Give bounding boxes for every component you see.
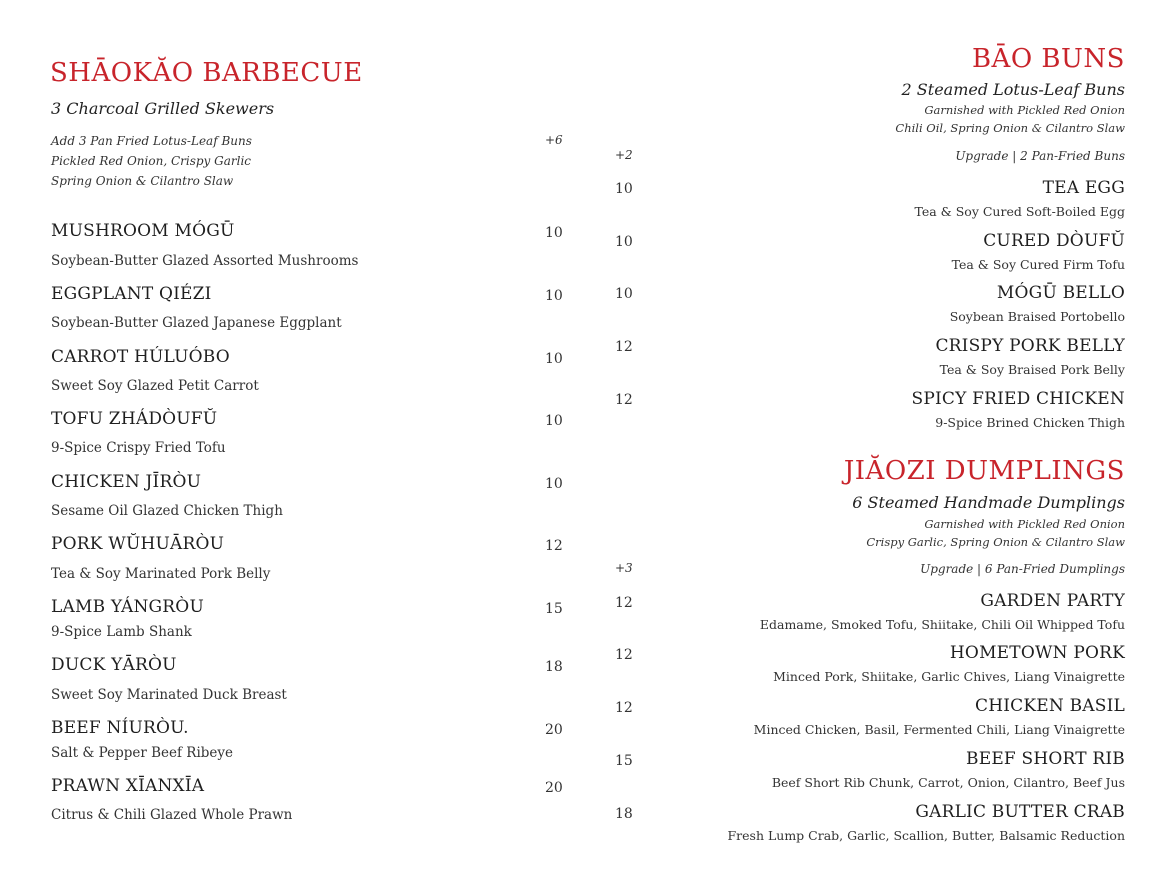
- dumplings-garnish: [866, 515, 1125, 551]
- item-desc: Edamame, Smoked Tofu, Shiitake, Chili Oil Whipped Tofu: [759, 617, 1125, 632]
- item-price: 12: [615, 339, 633, 355]
- item-price: 12: [615, 392, 633, 408]
- item-price: 20: [545, 780, 563, 796]
- item-name: SPICY FRIED CHICKEN: [911, 389, 1125, 409]
- item-price: 12: [615, 647, 633, 663]
- item-price: 15: [615, 753, 633, 769]
- item-name: MUSHROOM MÓGŪ: [51, 221, 235, 241]
- item-price: 10: [615, 181, 633, 197]
- item-name: CRISPY PORK BELLY: [935, 336, 1125, 356]
- addon-line: Spring Onion & Cilantro Slaw: [51, 174, 234, 188]
- item-desc: Fresh Lump Crab, Garlic, Scallion, Butter, Balsamic Reduction: [727, 828, 1125, 843]
- item-name: EGGPLANT QIÉZI: [51, 284, 212, 304]
- item-desc: Sesame Oil Glazed Chicken Thigh: [51, 503, 283, 519]
- item-desc: 9-Spice Brined Chicken Thigh: [935, 415, 1125, 430]
- item-desc: Sweet Soy Marinated Duck Breast: [51, 687, 287, 703]
- dumplings-subtitle: 6 Steamed Handmade Dumplings: [852, 493, 1125, 512]
- barbecue-addon: [51, 131, 252, 191]
- item-price: 10: [545, 413, 563, 429]
- item-desc: 9-Spice Crispy Fried Tofu: [51, 440, 226, 456]
- item-name: LAMB YÁNGRÒU: [51, 597, 204, 617]
- item-price: 10: [545, 225, 563, 241]
- item-price: 20: [545, 722, 563, 738]
- addon-price: +6: [545, 133, 563, 147]
- bao-garnish: [895, 101, 1125, 137]
- item-price: 12: [545, 538, 563, 554]
- item-desc: Tea & Soy Braised Pork Belly: [939, 362, 1125, 377]
- dumplings-upgrade: Upgrade | 6 Pan-Fried Dumplings: [920, 562, 1125, 576]
- item-desc: Citrus & Chili Glazed Whole Prawn: [51, 807, 293, 823]
- item-price: 18: [545, 659, 563, 675]
- item-name: CURED DÒUFŬ: [983, 231, 1125, 251]
- item-desc: Tea & Soy Cured Firm Tofu: [951, 257, 1125, 272]
- item-name: CARROT HÚLUÓBO: [51, 347, 230, 367]
- garnish-line: Chili Oil, Spring Onion & Cilantro Slaw: [895, 121, 1125, 135]
- garnish-line: Garnished with Pickled Red Onion: [924, 103, 1125, 117]
- item-desc: Soybean-Butter Glazed Assorted Mushrooms: [51, 253, 359, 269]
- item-name: TEA EGG: [1042, 178, 1125, 198]
- item-name: GARDEN PARTY: [980, 591, 1125, 611]
- item-price: 15: [545, 601, 563, 617]
- barbecue-title: SHĀOKĂO BARBECUE: [50, 58, 363, 88]
- item-desc: Tea & Soy Marinated Pork Belly: [51, 566, 271, 582]
- item-name: HOMETOWN PORK: [949, 643, 1125, 663]
- bao-upgrade: Upgrade | 2 Pan-Fried Buns: [955, 149, 1125, 163]
- item-name: CHICKEN JĪRÒU: [51, 472, 202, 492]
- item-desc: Beef Short Rib Chunk, Carrot, Onion, Cilantro, Beef Jus: [771, 775, 1125, 790]
- item-price: 18: [615, 806, 633, 822]
- item-price: 10: [545, 351, 563, 367]
- addon-line: Add 3 Pan Fried Lotus-Leaf Buns: [51, 134, 252, 148]
- item-desc: Salt & Pepper Beef Ribeye: [51, 745, 234, 761]
- bao-title: BĀO BUNS: [971, 44, 1125, 74]
- garnish-line: Garnished with Pickled Red Onion: [924, 517, 1125, 531]
- item-desc: Minced Chicken, Basil, Fermented Chili, Liang Vinaigrette: [753, 722, 1125, 737]
- dumplings-title: JIĂOZI DUMPLINGS: [843, 456, 1125, 486]
- bao-subtitle: 2 Steamed Lotus-Leaf Buns: [901, 80, 1125, 99]
- item-name: GARLIC BUTTER CRAB: [915, 802, 1125, 822]
- item-name: MÓGŪ BELLO: [996, 283, 1125, 303]
- item-price: 10: [615, 234, 633, 250]
- item-desc: Soybean-Butter Glazed Japanese Eggplant: [51, 315, 342, 331]
- addon-line: Pickled Red Onion, Crispy Garlic: [51, 154, 252, 168]
- item-price: 10: [545, 476, 563, 492]
- barbecue-subtitle: 3 Charcoal Grilled Skewers: [51, 99, 275, 118]
- item-name: CHICKEN BASIL: [975, 696, 1125, 716]
- item-price: 10: [545, 288, 563, 304]
- item-name: PRAWN XĪANXĪA: [51, 776, 205, 796]
- garnish-line: Crispy Garlic, Spring Onion & Cilantro Slaw: [866, 535, 1125, 549]
- item-desc: Tea & Soy Cured Soft-Boiled Egg: [914, 204, 1125, 219]
- item-price: 10: [615, 286, 633, 302]
- bao-upgrade-price: +2: [615, 148, 633, 162]
- item-desc: Soybean Braised Portobello: [949, 309, 1125, 324]
- item-price: 12: [615, 595, 633, 611]
- item-desc: 9-Spice Lamb Shank: [51, 624, 192, 640]
- dumplings-upgrade-price: +3: [615, 561, 633, 575]
- item-desc: Minced Pork, Shiitake, Garlic Chives, Liang Vinaigrette: [773, 669, 1125, 684]
- item-price: 12: [615, 700, 633, 716]
- item-name: DUCK YĀRÒU: [51, 655, 177, 675]
- item-name: PORK WŬHUĀRÒU: [51, 534, 225, 554]
- item-desc: Sweet Soy Glazed Petit Carrot: [51, 378, 259, 394]
- item-name: TOFU ZHÁDÒUFŬ: [51, 409, 218, 429]
- item-name: BEEF SHORT RIB: [966, 749, 1125, 769]
- item-name: BEEF NÍURÒU.: [51, 718, 189, 738]
